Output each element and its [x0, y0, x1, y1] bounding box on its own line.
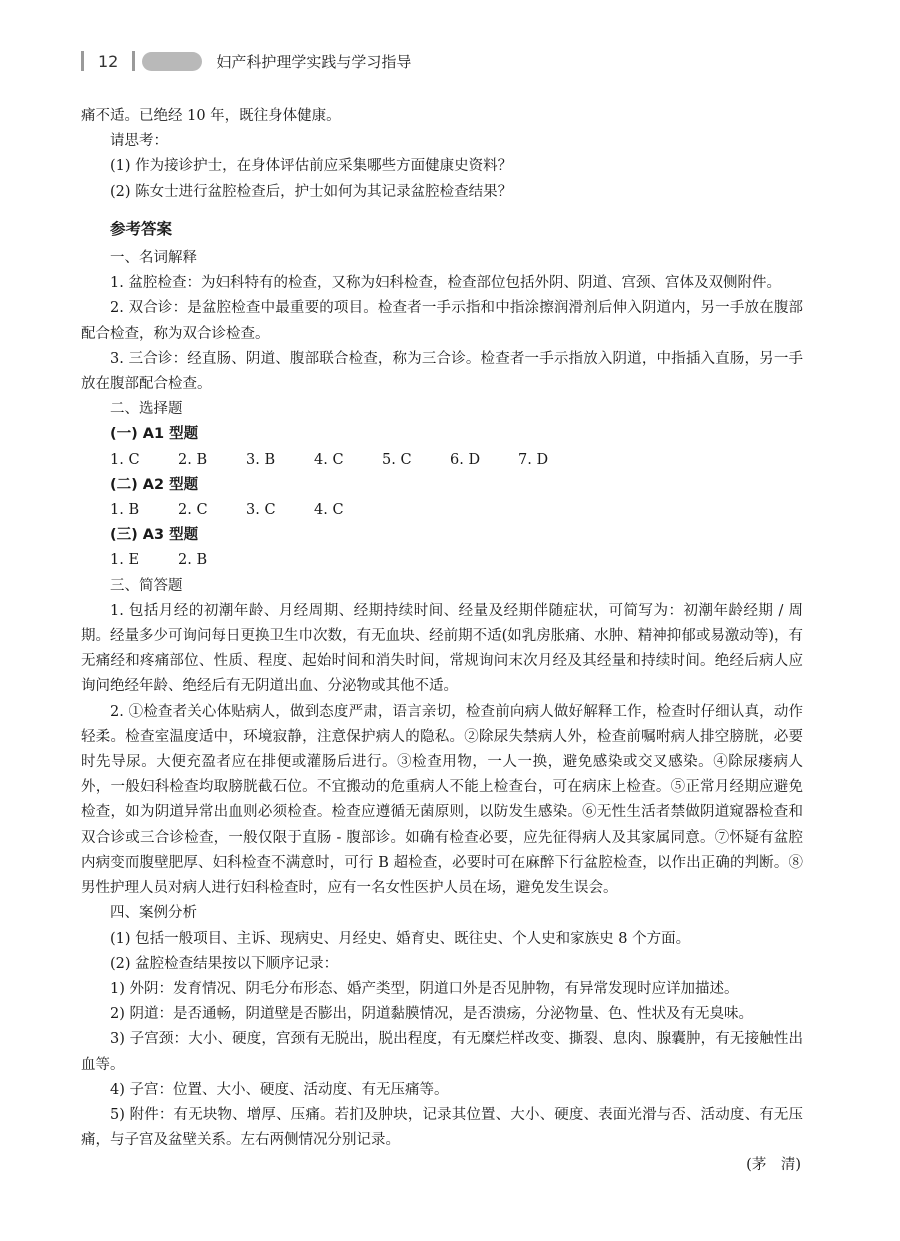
definition-1: 1. 盆腔检查：为妇科特有的检查，又称为妇科检查，检查部位包括外阴、阴道、宫颈、宫体及双侧附件。: [110, 275, 781, 292]
header-pill: [142, 52, 202, 71]
answer-item: 3. B: [246, 451, 276, 468]
section-1-title: 一、名词解释: [110, 250, 197, 267]
answer-item: 1. B: [110, 502, 140, 519]
header-bar-mid: [132, 51, 135, 71]
section-2-title: 二、选择题: [110, 401, 183, 418]
section-4-title: 四、案例分析: [110, 905, 197, 922]
book-title: 妇产科护理学实践与学习指导: [216, 52, 412, 71]
definition-2: 2. 双合诊：是盆腔检查中最重要的项目。检查者一手示指和中指涂擦润滑剂后伸入阴道内，另一手放在腹部配合检查，称为双合诊检查。: [81, 300, 803, 342]
intro-line: 痛不适。已绝经 10 年，既往身体健康。: [81, 108, 341, 124]
answer-item: 6. D: [450, 451, 481, 468]
answer-item: 5. C: [382, 451, 412, 468]
answers-heading: 参考答案: [110, 219, 173, 238]
page-header: [81, 50, 411, 72]
section-3-title: 三、简答题: [110, 577, 183, 594]
record-item-3: 3) 子宫颈：大小、硬度，宫颈有无脱出，脱出程度，有无糜烂样改变、撕裂、息肉、腺囊肿，有无接触性出血等。: [81, 1031, 803, 1073]
answer-item: 3. C: [246, 502, 276, 519]
question-1: (1) 作为接诊护士，在身体评估前应采集哪些方面健康史资料？: [110, 158, 513, 175]
answer-item: 4. C: [314, 451, 344, 468]
group-a3-title: (三) A3 型题: [110, 527, 199, 544]
record-item-2: 2) 阴道：是否通畅，阴道壁是否膨出，阴道黏膜情况，是否溃疡，分泌物量、色、性状及有无臭味。: [110, 1006, 753, 1023]
page-content: [81, 104, 803, 1179]
author-signature: (茅 清): [746, 1157, 801, 1174]
answer-item: 7. D: [518, 451, 549, 468]
intro-prompt: 请思考：: [110, 133, 168, 150]
group-a2-title: (二) A2 型题: [110, 476, 199, 493]
page-number: 12: [98, 51, 119, 71]
group-a3-answers: [81, 548, 803, 573]
group-a1-title: (一) A1 型题: [110, 426, 199, 443]
case-answer-1: (1) 包括一般项目、主诉、现病史、月经史、婚育史、既往史、个人史和家族史 8 个方面。: [110, 930, 691, 947]
header-bar-left: [81, 51, 84, 71]
answer-item: 4. C: [314, 502, 344, 519]
short-answer-1: 1. 包括月经的初潮年龄、月经周期、经期持续时间、经量及经期伴随症状，可简写为：初潮年龄经期 / 周期。经量多少可询问每日更换卫生巾次数，有无血块、经前期不适(如乳房胀痛、水肿、精神抑郁或易激动等)，有无痛经和疼痛部位、性质、程度、起始时间和消失时间，常规询问末次月经及其经量和持续时间。绝经后病人应询问绝经年龄、绝经后有无阴道出血、分泌物或其他不适。: [81, 602, 803, 695]
answer-item: 2. C: [178, 502, 208, 519]
answer-item: 1. C: [110, 451, 140, 468]
record-item-4: 4) 子宫：位置、大小、硬度、活动度、有无压痛等。: [110, 1081, 449, 1098]
record-item-1: 1) 外阴：发育情况、阴毛分布形态、婚产类型，阴道口外是否见肿物，有异常发现时应详加描述。: [110, 980, 739, 997]
answer-item: 1. E: [110, 552, 140, 569]
definition-3: 3. 三合诊：经直肠、阴道、腹部联合检查，称为三合诊。检查者一手示指放入阴道，中指插入直肠，另一手放在腹部配合检查。: [81, 350, 803, 393]
question-2: (2) 陈女士进行盆腔检查后，护士如何为其记录盆腔检查结果？: [110, 183, 513, 200]
group-a1-answers: [81, 448, 803, 473]
record-item-5: 5) 附件：有无块物、增厚、压痛。若扪及肿块，记录其位置、大小、硬度、表面光滑与否、活动度、有无压痛，与子宫及盆壁关系。左右两侧情况分别记录。: [81, 1106, 803, 1149]
case-answer-2: (2) 盆腔检查结果按以下顺序记录：: [110, 955, 339, 972]
group-a2-answers: [81, 498, 803, 523]
short-answer-2: 2. ①检查者关心体贴病人，做到态度严肃，语言亲切，检查前向病人做好解释工作，检查时仔细认真，动作轻柔。检查室温度适中，环境寂静，注意保护病人的隐私。②除尿失禁病人外，检查前嘱咐病人排空膀胱，必要时先导尿。大便充盈者应在排便或灌肠后进行。③检查用物，一人一换，避免感染或交叉感染。④除尿瘘病人外，一般妇科检查均取膀胱截石位。不宜搬动的危重病人不能上检查台，可在病床上检查。⑤正常月经期应避免检查，如为阴道异常出血则必须检查。检查应遵循无菌原则，以防发生感染。⑥无性生活者禁做阴道窥器检查和双合诊或三合诊检查，一般仅限于直肠 - 腹部诊。如确有检查必要，应先征得病人及其家属同意。⑦怀疑有盆腔内病变而腹壁肥厚、妇科检查不满意时，可行 B 超检查，必要时可在麻醉下行盆腔检查，以作出正确的判断。⑧男性护理人员对病人进行妇科检查时，应有一名女性医护人员在场，避免发生误会。: [81, 703, 803, 897]
answer-item: 2. B: [178, 552, 208, 569]
answer-item: 2. B: [178, 451, 208, 468]
